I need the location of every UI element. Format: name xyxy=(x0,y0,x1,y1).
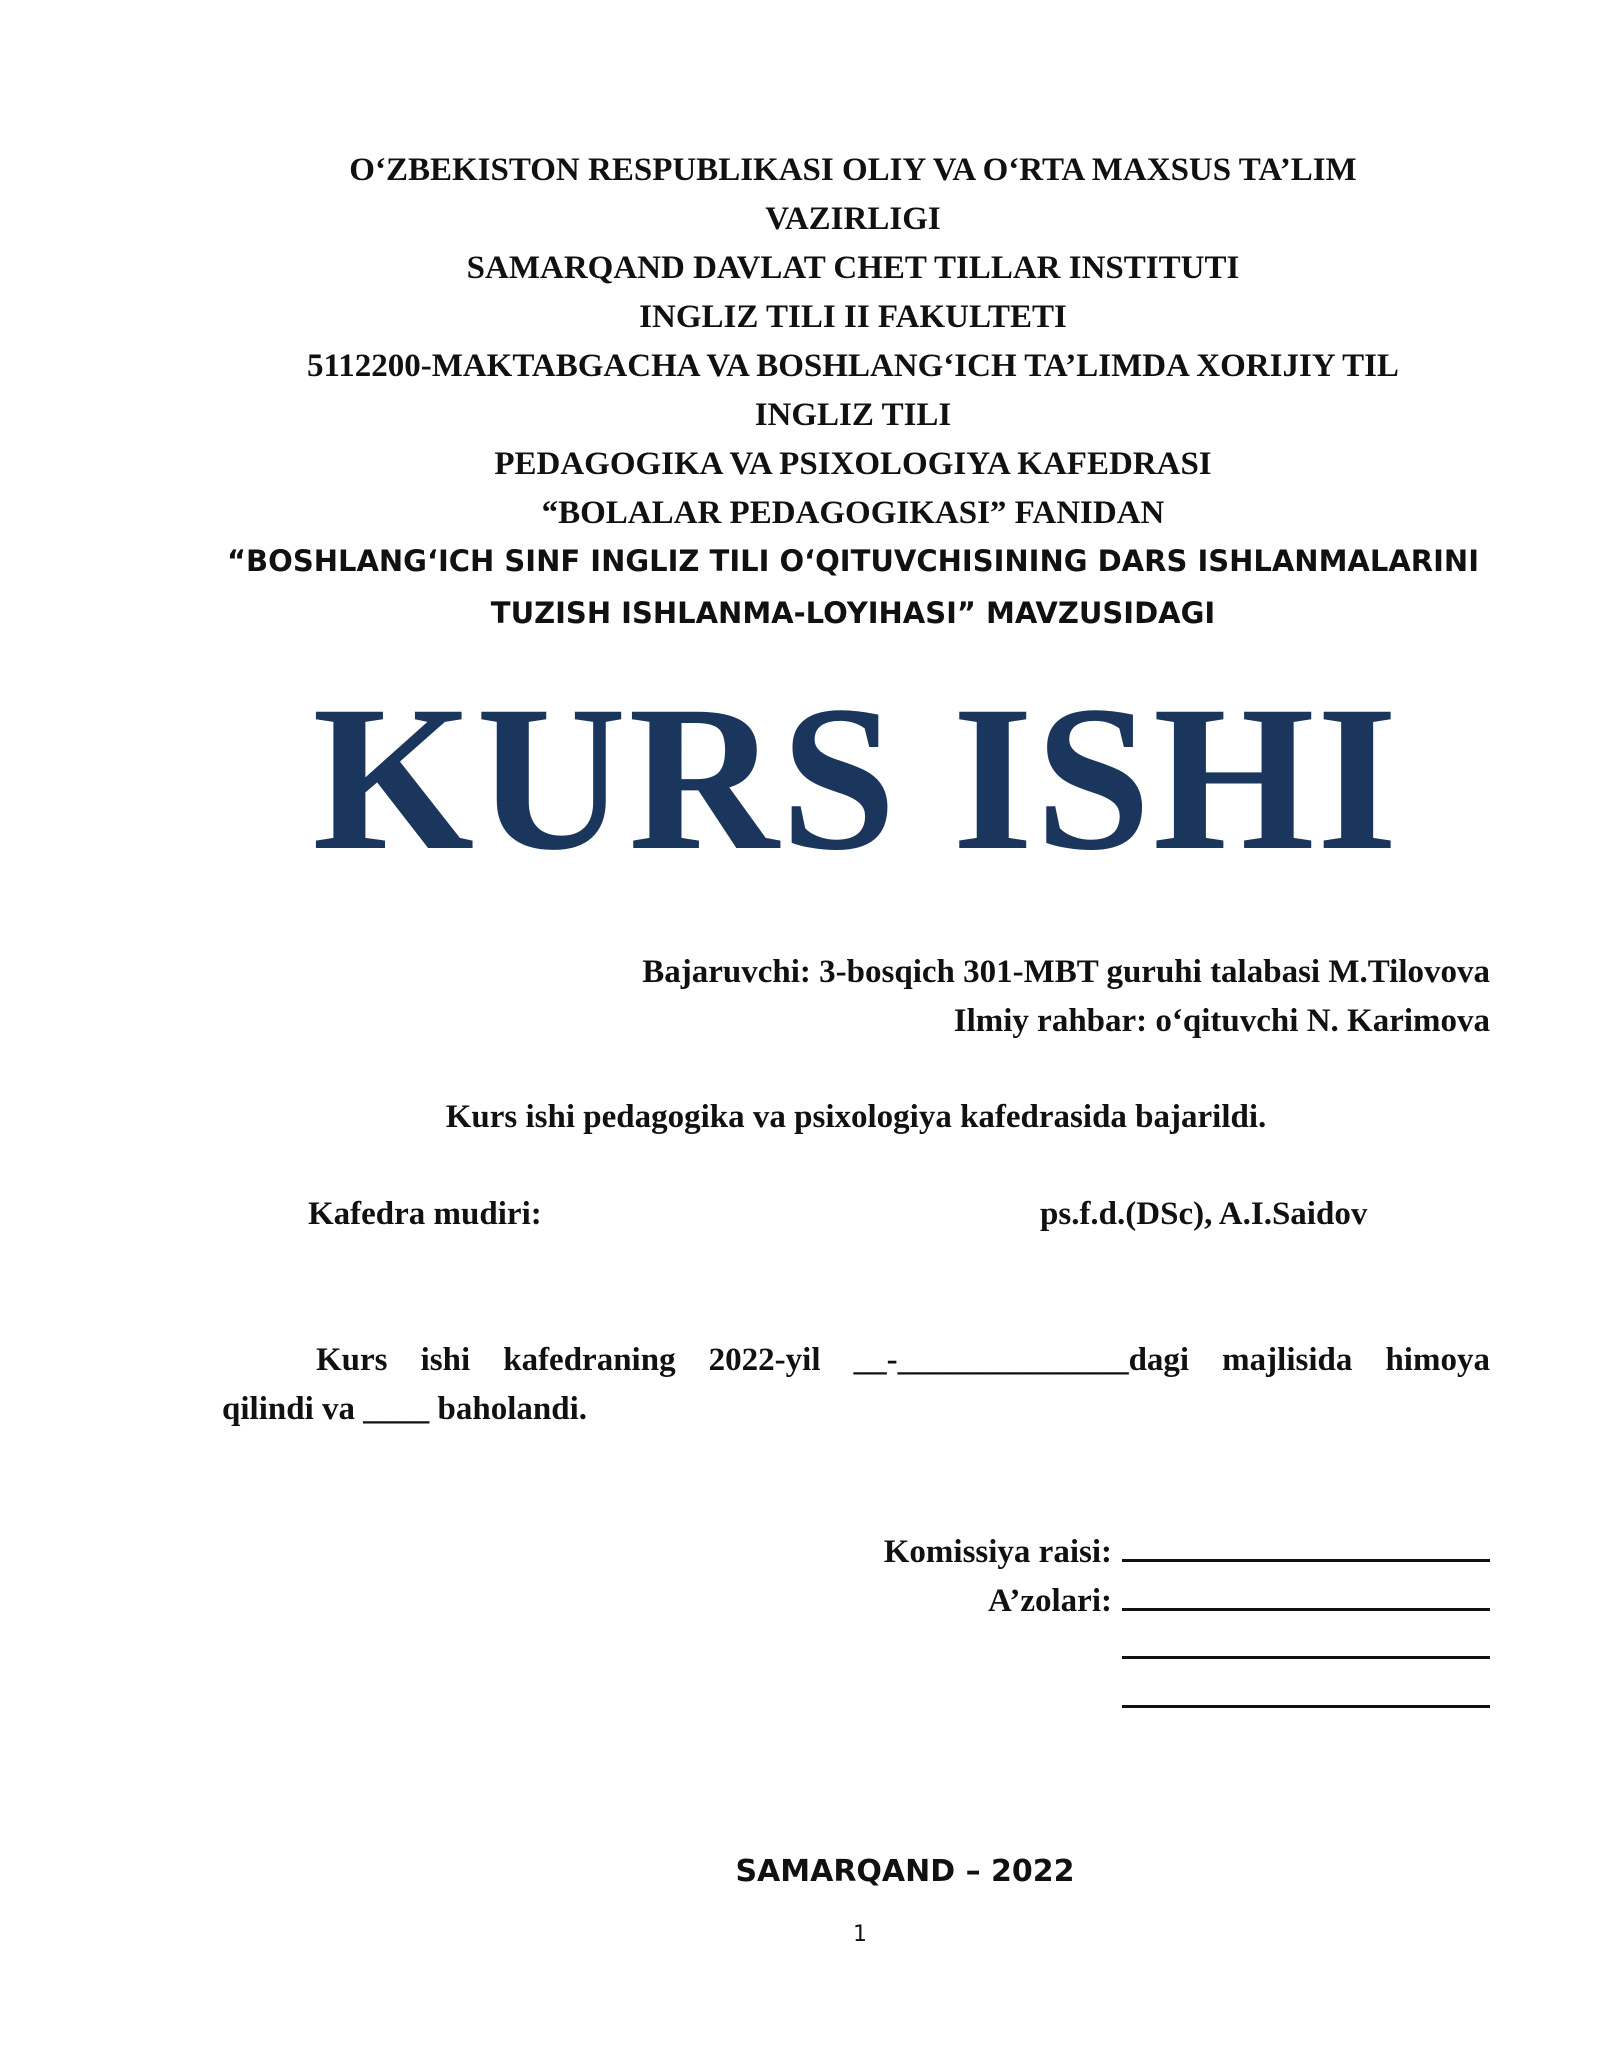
header-line: SAMARQAND DAVLAT CHET TILLAR INSTITUTI xyxy=(466,250,1240,286)
defense-paragraph xyxy=(222,1336,1490,1434)
signature-line xyxy=(1122,1675,1490,1708)
department-head-label: Kafedra mudiri: xyxy=(308,1196,542,1232)
header-line: O‘ZBEKISTON RESPUBLIKASI OLIY VA O‘RTA MAXSUS TA’LIM xyxy=(349,152,1357,188)
committee-chair-row xyxy=(850,1528,1490,1577)
committee-member-row xyxy=(850,1626,1490,1675)
signature-line xyxy=(1122,1529,1490,1562)
committee-member-row xyxy=(850,1675,1490,1724)
defense-word: majlisida xyxy=(1222,1342,1353,1378)
topic-line: “BOSHLANG‘ICH SINF INGLIZ TILI O‘QITUVCHISINING DARS ISHLANMALARINI xyxy=(227,544,1479,578)
committee-chair-label: Komissiya raisi: xyxy=(883,1534,1112,1570)
header-line: INGLIZ TILI II FAKULTETI xyxy=(639,299,1067,335)
header-line: 5112200-MAKTABGACHA VA BOSHLANG‘ICH TA’LIMDA XORIJIY TIL xyxy=(307,348,1399,384)
committee-members-row xyxy=(850,1577,1490,1626)
completed-note: Kurs ishi pedagogika va psixologiya kafedrasida bajarildi. xyxy=(445,1099,1267,1135)
header-line: VAZIRLIGI xyxy=(765,201,941,237)
document-title: KURS ISHI xyxy=(312,663,1400,893)
authors-block xyxy=(642,948,1490,1046)
topic-line: TUZISH ISHLANMA-LOYIHASI” MAVZUSIDAGI xyxy=(490,596,1216,630)
city-year: SAMARQAND – 2022 xyxy=(735,1854,1075,1889)
signature-line xyxy=(1122,1578,1490,1611)
institution-header xyxy=(222,146,1484,538)
header-line: INGLIZ TILI xyxy=(754,397,952,433)
header-line: PEDAGOGIKA VA PSIXOLOGIYA KAFEDRASI xyxy=(494,446,1212,482)
defense-word: Kurs xyxy=(316,1342,388,1378)
department-head-name: ps.f.d.(DSc), A.I.Saidov xyxy=(1040,1196,1368,1232)
header-line: “BOLALAR PEDAGOGIKASI” FANIDAN xyxy=(541,495,1165,531)
defense-line-2: qilindi va ____ baholandi. xyxy=(222,1391,587,1427)
defense-word: ishi xyxy=(420,1342,471,1378)
supervisor-line: Ilmiy rahbar: o‘qituvchi N. Karimova xyxy=(953,1003,1490,1039)
defense-word: 2022-yil xyxy=(708,1342,821,1378)
page-number: 1 xyxy=(853,1922,867,1947)
defense-line-1 xyxy=(222,1336,1490,1385)
committee-block xyxy=(850,1528,1490,1724)
signature-line xyxy=(1122,1626,1490,1659)
course-topic xyxy=(222,535,1484,639)
defense-word: himoya xyxy=(1385,1342,1490,1378)
defense-word: kafedraning xyxy=(503,1342,676,1378)
committee-members-label: A’zolari: xyxy=(988,1583,1112,1619)
performer-line: Bajaruvchi: 3-bosqich 301-MBT guruhi talabasi M.Tilovova xyxy=(642,954,1490,990)
defense-date-blank: __-______________dagi xyxy=(853,1342,1190,1378)
